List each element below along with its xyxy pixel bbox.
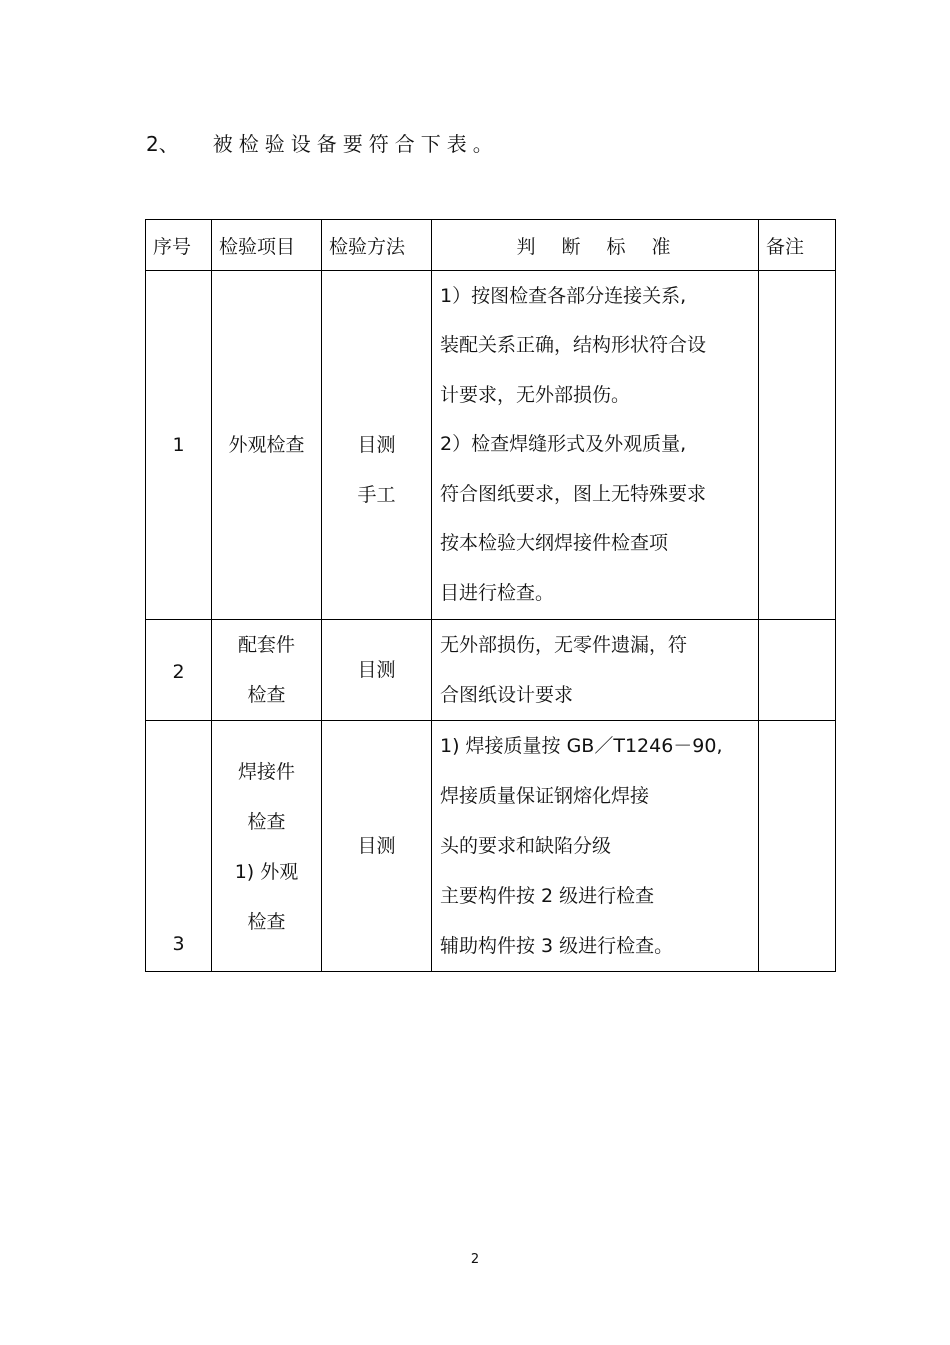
criteria-line: 1）按图检查各部分连接关系, xyxy=(440,284,687,307)
item-line: 检查 xyxy=(247,684,286,706)
row-method xyxy=(322,620,432,721)
row-method xyxy=(322,721,432,972)
criteria-line: 辅助构件按 3 级进行检查。 xyxy=(440,935,674,957)
criteria-line: 2）检查焊缝形式及外观质量, xyxy=(440,433,687,456)
row-criteria xyxy=(432,721,759,972)
row-remark xyxy=(759,271,836,620)
criteria-line: 目进行检查。 xyxy=(440,581,555,604)
row-item xyxy=(212,721,322,972)
row-number-text: 3 xyxy=(172,933,185,955)
criteria-line: 焊接质量保证钢熔化焊接 xyxy=(440,785,650,807)
method-line: 目测 xyxy=(357,433,396,456)
item-line: 焊接件 xyxy=(237,761,295,783)
criteria-line: 按本检验大纲焊接件检查项 xyxy=(440,532,669,555)
table-header-row xyxy=(146,220,836,271)
criteria-line: 合图纸设计要求 xyxy=(440,684,574,706)
method-line: 目测 xyxy=(357,659,396,681)
item-line: 1) 外观 xyxy=(234,861,299,883)
section-title: 被检验设备要符合下表。 xyxy=(212,132,499,156)
row-number xyxy=(146,721,212,972)
item-line: 检查 xyxy=(247,811,286,833)
row-method xyxy=(322,271,432,620)
row-number: 1 xyxy=(146,271,212,620)
method-line: 手工 xyxy=(357,483,396,506)
page-number: 2 xyxy=(470,1252,480,1267)
item-line: 检查 xyxy=(247,911,286,933)
header-remark: 备注 xyxy=(759,220,836,271)
criteria-line: 装配关系正确，结构形状符合设 xyxy=(440,334,707,357)
header-method: 检验方法 xyxy=(322,220,432,271)
table-row xyxy=(146,271,836,620)
row-remark xyxy=(759,721,836,972)
row-item xyxy=(212,271,322,620)
item-line: 配套件 xyxy=(237,634,295,656)
criteria-line: 计要求，无外部损伤。 xyxy=(440,383,631,406)
criteria-line: 无外部损伤，无零件遗漏，符 xyxy=(440,634,688,656)
table-row xyxy=(146,721,836,972)
method-line: 目测 xyxy=(357,835,396,857)
header-seq: 序号 xyxy=(146,220,212,271)
section-heading xyxy=(146,128,499,157)
row-criteria xyxy=(432,620,759,721)
criteria-line: 符合图纸要求，图上无特殊要求 xyxy=(440,482,707,505)
header-item: 检验项目 xyxy=(212,220,322,271)
row-remark xyxy=(759,620,836,721)
criteria-line: 头的要求和缺陷分级 xyxy=(440,835,612,857)
criteria-line: 主要构件按 2 级进行检查 xyxy=(440,885,655,907)
row-criteria xyxy=(432,271,759,620)
section-number: 2、 xyxy=(146,132,179,156)
inspection-table xyxy=(145,219,836,972)
row-number: 2 xyxy=(146,620,212,721)
criteria-line: 1) 焊接质量按 GB／T1246－90, xyxy=(440,735,723,757)
row-item xyxy=(212,620,322,721)
header-criteria: 判 断 标 准 xyxy=(432,220,759,271)
table-row xyxy=(146,620,836,721)
item-line: 外观检查 xyxy=(228,434,305,456)
